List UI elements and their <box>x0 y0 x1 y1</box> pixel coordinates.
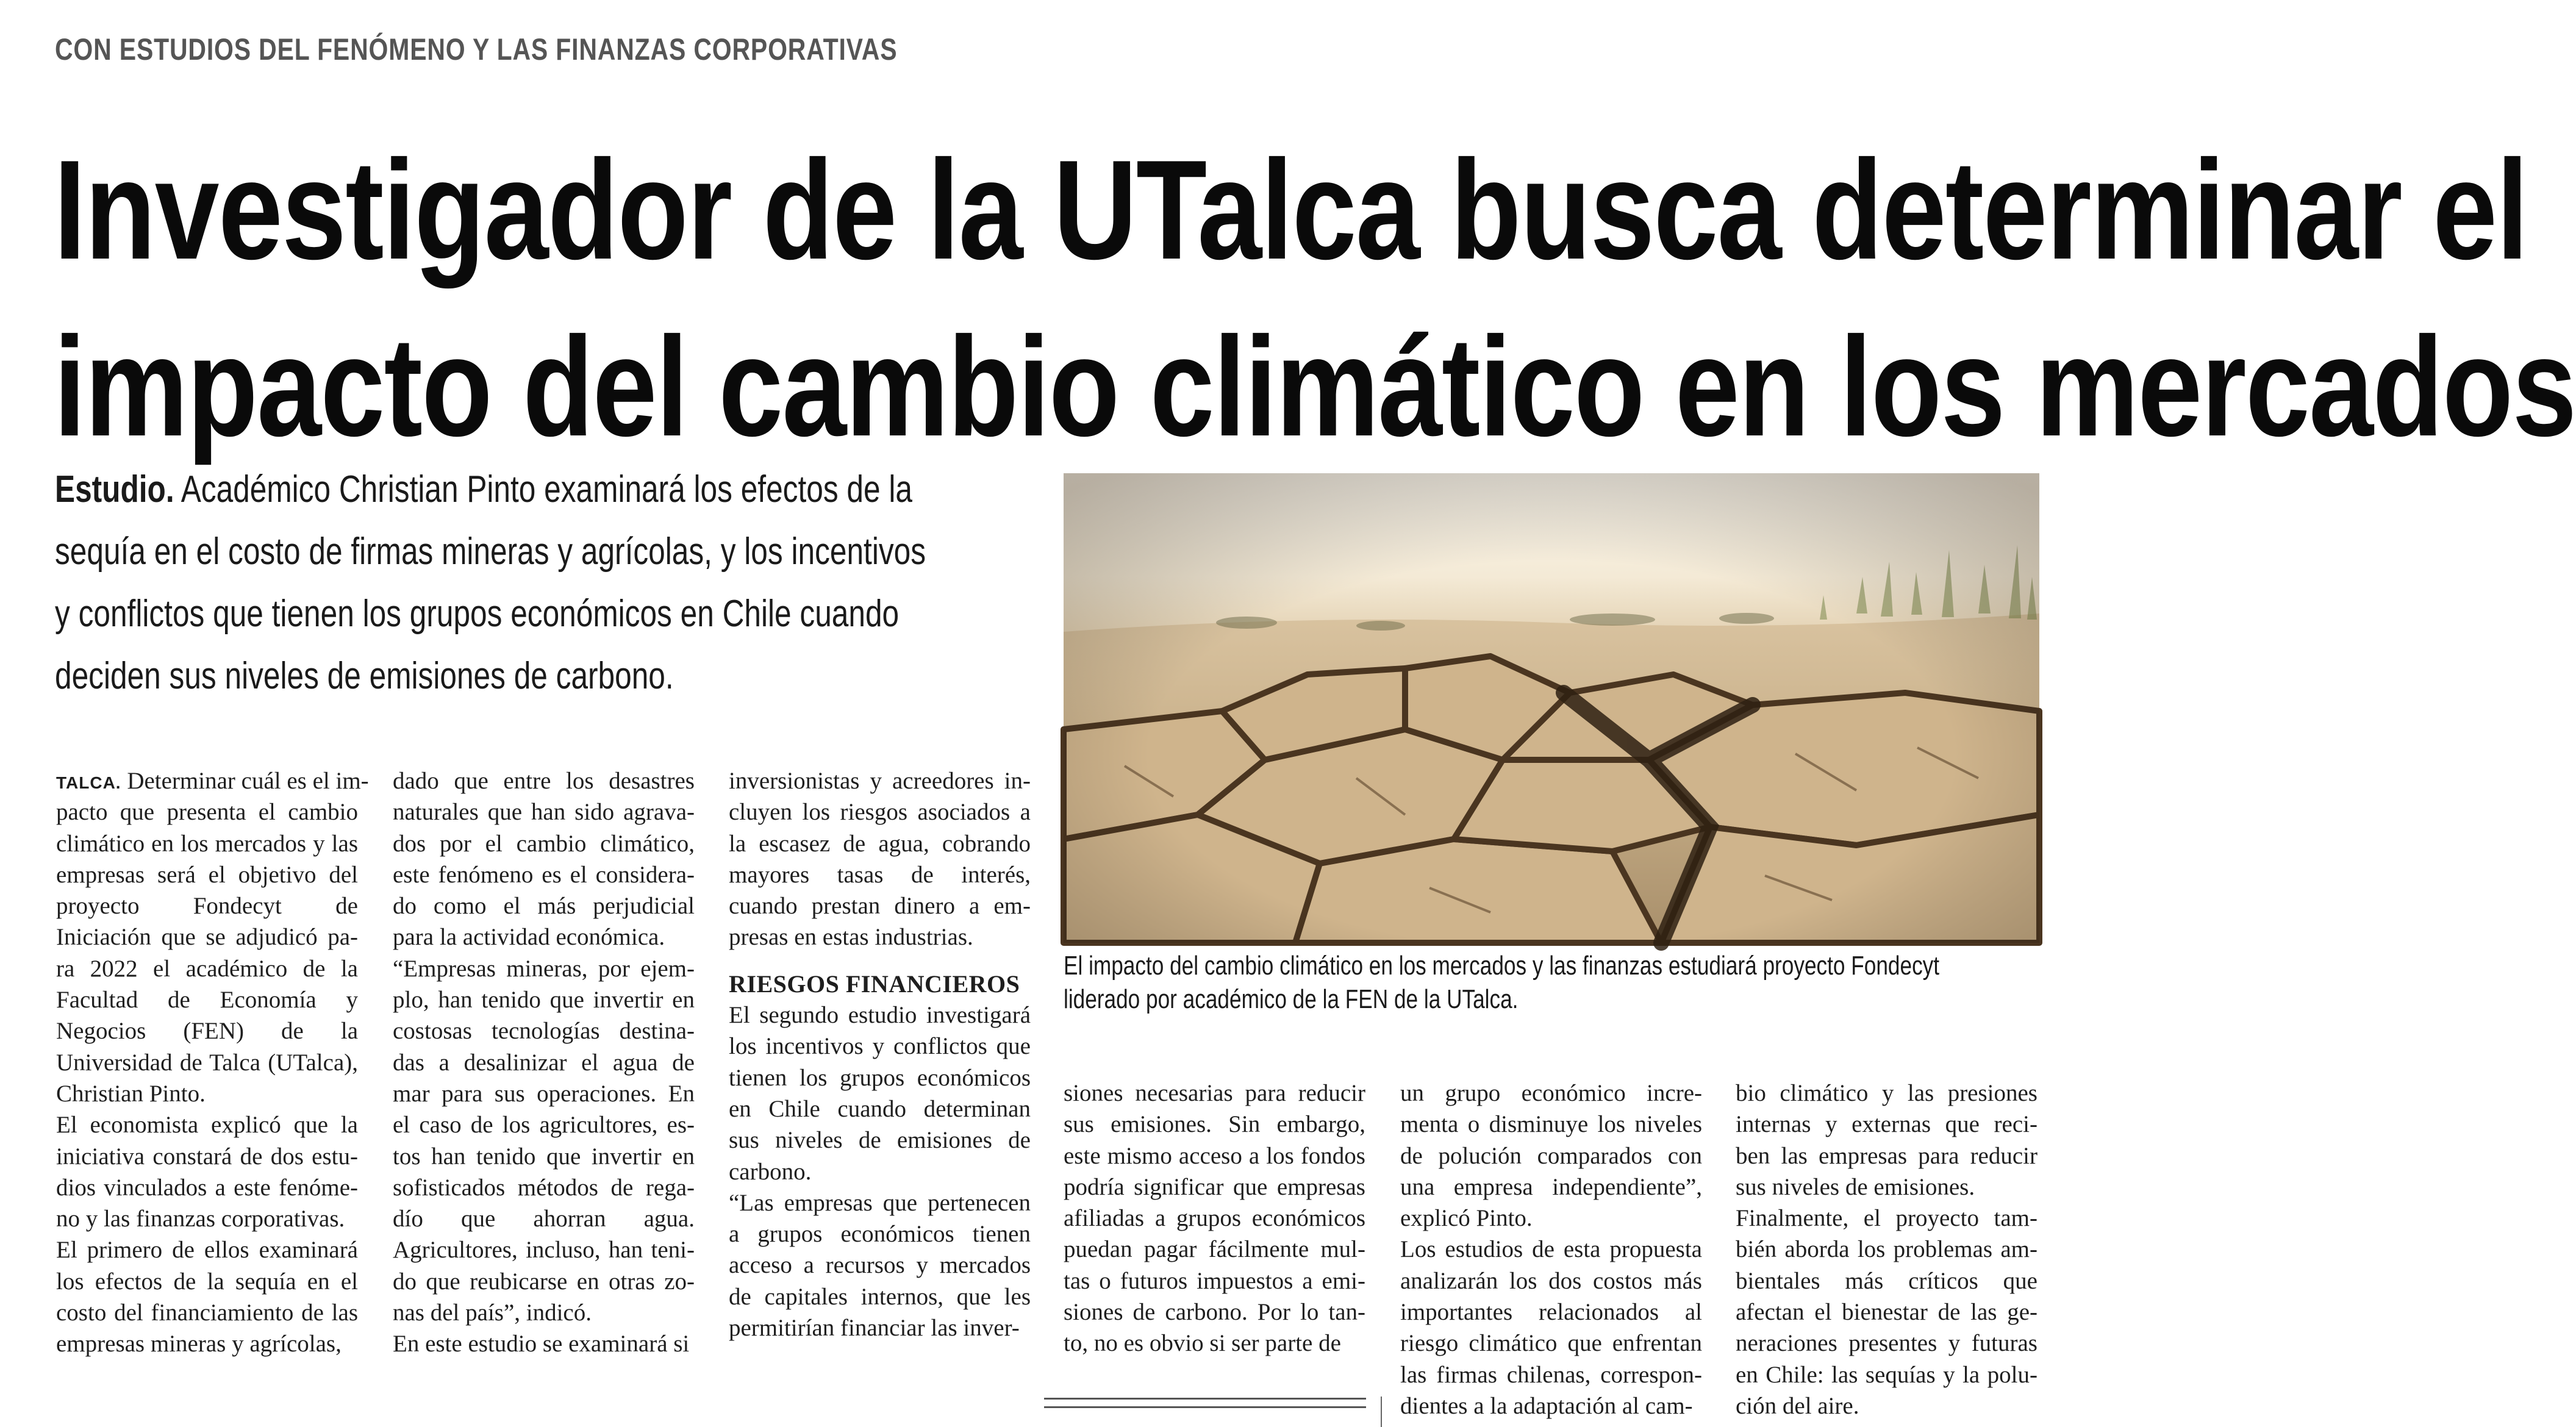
text-line: presas en estas industrias. <box>729 924 973 951</box>
article-column-2 <box>393 765 695 1360</box>
text-line: explicó Pinto. <box>1400 1205 1533 1232</box>
text-line: el caso de los agricultores, es- <box>393 1112 695 1139</box>
text-line: dado que entre los desastres <box>393 768 695 794</box>
text-line: climático en los mercados y las <box>56 830 358 857</box>
text-line: Iniciación que se adjudicó pa- <box>56 924 358 951</box>
text-line: En este estudio se examinará si <box>393 1331 690 1357</box>
text-line: sofisticados métodos de rega- <box>393 1174 695 1201</box>
headline <box>54 122 2576 476</box>
caption-line-2: liderado por académico de la FEN de la UTalca. <box>1064 984 1519 1014</box>
text-line: cuando prestan dinero a em- <box>729 893 1031 920</box>
text-line: El economista explicó que la <box>56 1112 358 1139</box>
text-line: costo del financiamiento de las <box>56 1300 358 1326</box>
text-line: empresas será el objetivo del <box>56 861 358 888</box>
text-line: de polución comparados con <box>1400 1142 1702 1169</box>
dateline: TALCA. <box>56 773 121 792</box>
text-line: Facultad de Economía y <box>56 987 358 1014</box>
text-line: la escasez de agua, cobrando <box>729 830 1031 857</box>
text-line: Christian Pinto. <box>56 1080 206 1107</box>
text-line: sus emisiones. Sin embargo, <box>1064 1111 1365 1138</box>
text-line: ben las empresas para reducir <box>1736 1142 2038 1169</box>
text-line: carbono. <box>729 1158 812 1185</box>
text-line: nas del país”, indicó. <box>393 1300 592 1326</box>
text-line: siones de carbono. Por lo tan- <box>1064 1299 1365 1326</box>
text-line: sus niveles de emisiones. <box>1736 1173 1975 1200</box>
text-line: “Las empresas que pertenecen <box>729 1189 1031 1216</box>
text-line: afiliadas a grupos económicos <box>1064 1205 1365 1232</box>
cracked-earth-photo <box>1064 473 2039 943</box>
text-line: un grupo económico incre- <box>1400 1080 1702 1106</box>
text-line: este fenómeno es el considera- <box>393 861 695 888</box>
text-line: naturales que han sido agrava- <box>393 799 695 826</box>
text-run: Determinar cuál es el im- <box>121 768 369 794</box>
text-line: a grupos económicos tienen <box>729 1221 1031 1248</box>
text-line: cluyen los riesgos asociados a <box>729 799 1031 826</box>
text-line: bientales más críticos que <box>1736 1267 2038 1294</box>
text-line: das a desalinizar el agua de <box>393 1049 695 1076</box>
text-line: neraciones presentes y futuras <box>1736 1330 2038 1357</box>
text-line: en Chile cuando determinan <box>729 1095 1031 1122</box>
text-line: una empresa independiente”, <box>1400 1173 1702 1200</box>
text-line: podría significar que empresas <box>1064 1173 1365 1200</box>
text-line: bio climático y las presiones <box>1736 1080 2038 1106</box>
article-column-5 <box>1400 1078 1702 1422</box>
text-line: Finalmente, el proyecto tam- <box>1736 1205 2038 1232</box>
text-line: las firmas chilenas, correspon- <box>1400 1361 1702 1388</box>
text-line: permitirían financiar las inver- <box>729 1315 1020 1342</box>
text-line: Negocios (FEN) de la <box>56 1018 358 1045</box>
text-line: siones necesarias para reducir <box>1064 1080 1365 1106</box>
text-line: dío que ahorran agua. <box>393 1206 695 1232</box>
text-line: iniciativa constará de dos estu- <box>56 1143 358 1170</box>
text-line <box>56 765 369 796</box>
text-line: menta o disminuye los niveles <box>1400 1111 1702 1138</box>
text-line: “Empresas mineras, por ejem- <box>393 955 695 982</box>
text-line: tas o futuros impuestos a emi- <box>1064 1267 1365 1294</box>
text-line: afectan el bienestar de las ge- <box>1736 1299 2038 1326</box>
text-line: Agricultores, incluso, han teni- <box>393 1237 695 1264</box>
text-line: dientes a la adaptación al cam- <box>1400 1392 1693 1419</box>
text-line: tienen los grupos económicos <box>729 1064 1031 1091</box>
text-line: costosas tecnologías destina- <box>393 1018 695 1045</box>
text-line: este mismo acceso a los fondos <box>1064 1142 1365 1169</box>
text-line: El segundo estudio investigará <box>729 1002 1031 1029</box>
text-line: de capitales internos, que les <box>729 1283 1031 1310</box>
text-line: dios vinculados a este fenóme- <box>56 1174 358 1201</box>
spacer <box>729 953 1031 968</box>
article-column-3 <box>729 765 1031 1343</box>
text-line: acceso a recursos y mercados <box>729 1252 1031 1279</box>
text-line: inversionistas y acreedores in- <box>729 768 1031 794</box>
text-line: proyecto Fondecyt de <box>56 893 358 920</box>
text-line: bién aborda los problemas am- <box>1736 1236 2038 1263</box>
section-subhead: RIESGOS FINANCIEROS <box>729 970 1020 998</box>
text-line: to, no es obvio si ser parte de <box>1064 1330 1341 1357</box>
photo-caption <box>1064 949 2039 1016</box>
kicker: CON ESTUDIOS DEL FENÓMENO Y LAS FINANZAS CORPORATIVAS <box>55 32 898 66</box>
text-line: los incentivos y conflictos que <box>729 1033 1031 1060</box>
text-line: para la actividad económica. <box>393 924 665 951</box>
text-line: puedan pagar fácilmente mul- <box>1064 1236 1365 1263</box>
text-line: los efectos de la sequía en el <box>56 1268 358 1295</box>
text-line: pacto que presenta el cambio <box>56 799 358 826</box>
article-column-6 <box>1736 1078 2038 1422</box>
column-divider <box>1381 1397 1382 1427</box>
lead-line-3: y conflictos que tienen los grupos económicos en Chile cuando <box>55 593 900 635</box>
lead-line-2: sequía en el costo de firmas mineras y agrícolas, y los incentivos <box>55 531 926 573</box>
text-line: en Chile: las sequías y la polu- <box>1736 1361 2038 1388</box>
article-column-1 <box>56 765 369 1360</box>
headline-line-2: impacto del cambio climático en los mercados <box>54 308 2576 466</box>
text-line: tos han tenido que invertir en <box>393 1143 695 1170</box>
lead-label: Estudio. <box>55 468 174 510</box>
article-column-4 <box>1064 1078 1365 1359</box>
column-end-rule-top <box>1044 1398 1366 1400</box>
text-line: importantes relacionados al <box>1400 1299 1702 1326</box>
lead-paragraph <box>55 459 1031 707</box>
headline-line-1: Investigador de la UTalca busca determinar el <box>54 131 2528 289</box>
text-line: plo, han tenido que invertir en <box>393 987 695 1014</box>
text-line: internas y externas que reci- <box>1736 1111 2038 1138</box>
text-line: El primero de ellos examinará <box>56 1237 358 1264</box>
lead-line-4: deciden sus niveles de emisiones de carbono. <box>55 655 674 697</box>
text-line: empresas mineras y agrícolas, <box>56 1331 342 1357</box>
lead-line-1: Académico Christian Pinto examinará los efectos de la <box>174 468 912 510</box>
text-line: ción del aire. <box>1736 1392 1859 1419</box>
text-line: riesgo climático que enfrentan <box>1400 1330 1702 1357</box>
text-line: Universidad de Talca (UTalca), <box>56 1049 358 1076</box>
text-line: Los estudios de esta propuesta <box>1400 1236 1702 1263</box>
text-line: ra 2022 el académico de la <box>56 955 358 982</box>
column-end-rule-bottom <box>1044 1406 1366 1408</box>
caption-line-1: El impacto del cambio climático en los mercados y las finanzas estudiará proyecto Fondecyt <box>1064 951 1940 981</box>
text-line: dos por el cambio climático, <box>393 830 695 857</box>
text-line: sus niveles de emisiones de <box>729 1127 1031 1154</box>
text-line: analizarán los dos costos más <box>1400 1267 1702 1294</box>
text-line: do que reubicarse en otras zo- <box>393 1268 695 1295</box>
text-line: mayores tasas de interés, <box>729 861 1031 888</box>
text-line: do como el más perjudicial <box>393 893 695 920</box>
text-line: mar para sus operaciones. En <box>393 1080 695 1107</box>
text-line: no y las finanzas corporativas. <box>56 1206 345 1232</box>
